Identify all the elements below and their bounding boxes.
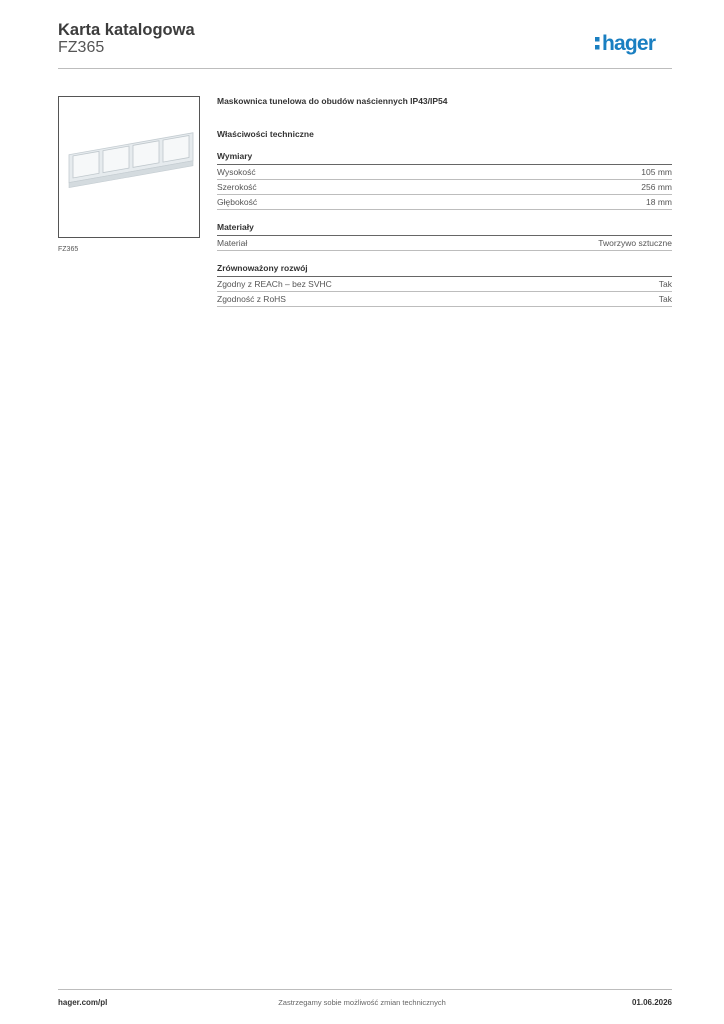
document-title: Karta katalogowa xyxy=(58,21,195,39)
hager-logo xyxy=(594,28,674,58)
spec-row xyxy=(217,180,672,195)
spec-value: Tak xyxy=(658,279,672,289)
spec-group-sustainability xyxy=(217,263,672,307)
spec-panel xyxy=(217,96,672,307)
footer-disclaimer: Zastrzegamy sobie możliwość zmian technicznych xyxy=(278,998,446,1007)
image-caption: FZ365 xyxy=(58,246,79,253)
spec-row xyxy=(217,277,672,292)
brand-text: hager xyxy=(602,32,656,55)
spec-value: 256 mm xyxy=(641,182,672,192)
section-title: Właściwości techniczne xyxy=(217,129,314,139)
document-date: 01.06.2026 xyxy=(631,998,672,1007)
spec-row xyxy=(217,165,672,180)
product-image-frame xyxy=(58,96,200,238)
header-divider xyxy=(58,68,672,69)
spec-value: Tworzywo sztuczne xyxy=(598,238,672,248)
product-code: FZ365 xyxy=(58,39,105,56)
spec-label: Szerokość xyxy=(217,182,257,192)
spec-row xyxy=(217,236,672,251)
spec-label: Zgodny z REACh – bez SVHC xyxy=(217,279,332,289)
spec-row xyxy=(217,195,672,210)
website-link[interactable]: hager.com/pl xyxy=(58,998,108,1007)
product-image xyxy=(59,97,199,237)
spec-label: Wysokość xyxy=(217,167,256,177)
group-title: Wymiary xyxy=(217,151,672,165)
group-title: Zrównoważony rozwój xyxy=(217,263,672,277)
spec-row xyxy=(217,292,672,307)
product-name: Maskownica tunelowa do obudów naściennych IP43/IP54 xyxy=(217,96,448,106)
footer-divider xyxy=(58,989,672,990)
spec-label: Głębokość xyxy=(217,197,258,207)
spec-group-materials xyxy=(217,222,672,251)
spec-label: Zgodność z RoHS xyxy=(217,294,286,304)
spec-group-dimensions xyxy=(217,151,672,210)
spec-value: 105 mm xyxy=(641,167,672,177)
group-title: Materiały xyxy=(217,222,672,236)
spec-label: Materiał xyxy=(217,238,248,248)
spec-value: Tak xyxy=(658,294,672,304)
spec-value: 18 mm xyxy=(646,197,672,207)
